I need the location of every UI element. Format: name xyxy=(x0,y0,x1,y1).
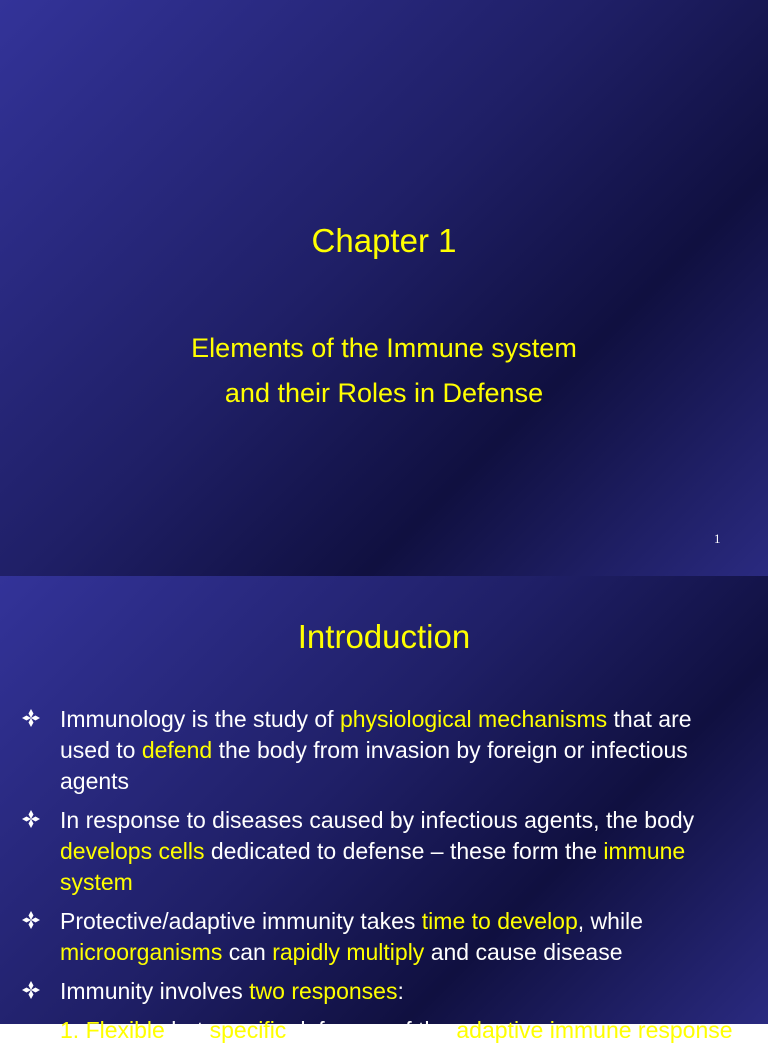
slide-number: 1 xyxy=(714,531,721,546)
bullet-item xyxy=(0,906,768,968)
slide-title: Introduction xyxy=(297,618,471,655)
four-diamond-bullet-icon xyxy=(22,805,42,836)
subitem-number: 1. xyxy=(60,1017,80,1043)
bullet-text: In response to diseases caused by infectious agents, the body develops cells dedicated to defense – these form the immune system xyxy=(60,807,695,895)
numbered-subitem xyxy=(0,1015,768,1046)
bullet-text: Immunity involves two responses: xyxy=(60,978,404,1004)
four-diamond-bullet-icon xyxy=(22,976,42,1007)
chapter-title: Chapter 1 xyxy=(311,222,457,259)
subtitle-line-1: Elements of the Immune system xyxy=(191,333,577,363)
bullet-text: Immunology is the study of physiological mechanisms that are used to defend the body from invasion by foreign or infectious agents xyxy=(60,706,692,794)
bullet-item xyxy=(0,976,768,1007)
bullet-text: Protective/adaptive immunity takes time to develop, while microorganisms can rapidly multiply and cause disease xyxy=(60,908,643,965)
four-diamond-bullet-icon xyxy=(22,906,42,937)
bullet-item xyxy=(0,704,768,797)
bullet-item xyxy=(0,805,768,898)
introduction-slide xyxy=(0,576,768,1043)
subitem-text: Flexible but specific defenses of the adaptive immune response xyxy=(85,1017,733,1043)
four-diamond-bullet-icon xyxy=(22,704,42,735)
bullet-list xyxy=(0,704,768,1046)
subtitle-line-2: and their Roles in Defense xyxy=(224,378,544,408)
